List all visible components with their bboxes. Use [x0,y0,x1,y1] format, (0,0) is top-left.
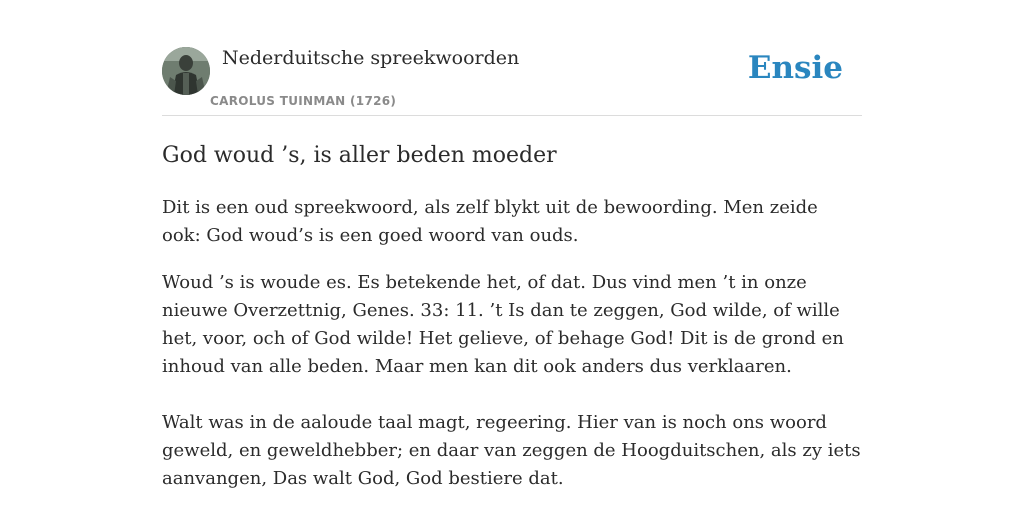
ensie-logo-link[interactable]: Ensie [747,50,843,86]
entry-title: God woud ’s, is aller beden moeder [162,143,557,168]
author-avatar[interactable] [162,47,210,95]
book-title[interactable]: Nederduitsche spreekwoorden [222,47,520,69]
author-portrait-icon [162,47,210,95]
entry-header [162,40,862,116]
entry-paragraph: Woud ’s is woude es. Es betekende het, of dat. Dus vind men ’t in onze nieuwe Overzettnig, Genes. 33: 11. ’t Is dan te zeggen, God wilde, of wille het, voor, och of God wilde! Het gelieve, of behage God! Dit is de grond en inhoud van alle beden. Maar men kan dit ook anders dus verklaaren. [162,272,844,377]
author-name[interactable]: CAROLUS TUINMAN (1726) [210,94,397,108]
entry-card [162,40,862,493]
entry-paragraph: Walt was in de aaloude taal magt, regeering. Hier van is noch ons woord geweld, en geweldhebber; en daar van zeggen de Hoogduitschen, als zy iets aanvangen, Das walt God, God bestiere dat. [162,412,861,489]
entry-paragraph: Dit is een oud spreekwoord, als zelf blykt uit de bewoording. Men zeide ook: God woud’s is een goed woord van ouds. [162,197,818,246]
